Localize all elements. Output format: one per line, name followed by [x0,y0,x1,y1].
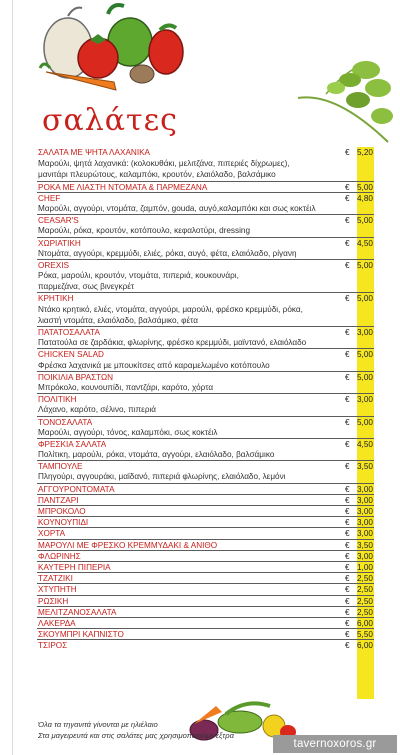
menu-item [37,561,374,572]
menu-item-name: ΠΟΛΙΤΙΚΗ [38,395,77,405]
menu-item-name: ΤΖΑΤΖΙΚΙ [38,574,73,584]
menu-item [37,416,374,427]
menu-item [37,606,374,617]
menu-item-name: ΦΛΩΡΙΝΗΣ [38,551,81,561]
currency-symbol: € [345,551,350,561]
footer-line-frying: Όλα τα τηγανιτά γίνονται με ηλιέλαιο [38,720,158,729]
menu-item [37,292,374,303]
description-text: παρμεζάνα, σως βινεγκρέτ [38,282,135,292]
menu-item-name: ΜΠΡΟΚΟΛΟ [38,507,86,516]
description-text: Μαρούλι, ρόκα, κρουτόν, κοτόπουλο, κεφαλοτύρι, dressing [38,226,251,236]
menu-item-name: ΚΡΗΤΙΚΗ [38,294,74,304]
menu-item [37,326,374,337]
menu-item-name: ΡΩΣΙΚΗ [38,596,69,606]
currency-symbol: € [345,574,350,584]
currency-symbol: € [345,294,350,304]
menu-item-name: ΛΑΚΕΡΔΑ [38,618,76,628]
menu-item [37,617,374,628]
description-text: Μαρούλι, ψητά λαχανικά: (κολοκυθάκι, μελιτζάνα, πιπεριές δίχρωμες), [38,159,290,169]
currency-symbol: € [345,328,350,337]
menu-item-price: 3,00 [357,507,373,516]
menu-item-name: ΜΕΛΙΤΖΑΝΟΣΑΛΑΤΑ [38,607,117,617]
currency-symbol: € [345,495,350,505]
menu-item-price: 3,00 [357,484,373,494]
menu-item-price: 5,00 [357,350,373,360]
currency-symbol: € [345,562,350,572]
menu-item-name: CEASAR'S [38,216,79,226]
menu-item-name: ΠΟΙΚΙΛΙΑ ΒΡΑΣΤΩΝ [38,372,114,382]
description-text: Ντομάτα, αγγούρι, κρεμμύδι, ελιές, ρόκα, αυγό, φέτα, ελαιόλαδο, ρίγανη [38,248,297,258]
menu-item [37,494,374,505]
page-title: σαλάτες [42,103,178,138]
menu-item-price: 1,00 [357,562,373,572]
menu-item [37,214,374,225]
menu-item-description [37,337,374,348]
menu-item-name: ΚΟΥΝΟΥΠΙΔΙ [38,518,89,528]
menu-item [37,583,374,594]
menu-item-description [37,169,374,180]
menu-item-name: ΧΤΥΠΗΤΗ [38,585,77,595]
menu-item-name: ΚΑΥΤΕΡΗ ΠΙΠΕΡΙΑ [38,562,111,572]
currency-symbol: € [345,529,350,539]
menu-item [37,505,374,516]
menu-item-description [37,449,374,460]
description-text: Λάχανο, καρότο, σέλινο, πιπεριά [38,405,157,415]
description-text: μανιτάρι πλευρώτους, καλαμπόκι, κρουτόν, ελαιόλαδο, βαλσάμικο [38,170,276,180]
menu-item-name: ΦΡΕΣΚΙΑ ΣΑΛΑΤΑ [38,439,107,449]
currency-symbol: € [345,417,350,427]
menu-item-description [37,360,374,371]
menu-item-name: CHEF [38,193,61,203]
menu-item-name: ΜΑΡΟΥΛΙ ΜΕ ΦΡΕΣΚΟ ΚΡΕΜΜΥΔΑΚΙ & ΑΝΙΘΟ [38,540,218,550]
menu-item [37,460,374,471]
menu-item-price: 4,50 [357,439,373,449]
menu-item-description [37,270,374,281]
menu-item-price: 3,00 [357,395,373,405]
currency-symbol: € [345,618,350,628]
menu-item [37,595,374,606]
herb-sprig-illustration [296,58,396,148]
menu-item-price: 5,00 [357,372,373,382]
currency-symbol: € [345,630,350,640]
currency-symbol: € [345,372,350,382]
description-text: λιαστή ντομάτα, ελαιόλαδο, βαλσάμικο, φέτα [38,315,198,325]
menu-item-price: 3,50 [357,462,373,472]
menu-item [37,483,374,494]
description-text: Μπρόκολο, κουνουπίδι, παντζάρι, καρότο, χόρτα [38,382,214,392]
menu-item-price: 2,50 [357,585,373,595]
menu-item-name: ΠΑΤΑΤΟΣΑΛΑΤΑ [38,328,100,337]
menu-item [37,639,374,650]
footer-note [38,719,308,741]
menu-item [37,438,374,449]
menu-item-price: 3,00 [357,551,373,561]
menu-item-description [37,471,374,482]
description-text: Πολίτικη, μαρούλι, ρόκα, ντομάτα, αγγούρι, ελαιόλαδο, βαλσάμικο [38,450,275,460]
menu-item-price: 3,00 [357,529,373,539]
footer-line-olive-oil: Στα μαγειρευτά και στις σαλάτες μας χρησιμοποιούμε έξτρα [38,731,234,740]
menu-item [37,572,374,583]
menu-item-name: ΤΟΝΟΣΑΛΑΤΑ [38,417,93,427]
currency-symbol: € [345,260,350,270]
currency-symbol: € [345,216,350,226]
menu-item-name: ΣΑΛΑΤΑ ΜΕ ΨΗΤΑ ΛΑΧΑΝΙΚΑ [38,148,151,157]
description-text: Ντάκο κρητικό, ελιές, ντομάτα, αγγούρι, μαρούλι, φρέσκο κρεμμύδι, ρόκα, [38,304,303,314]
description-text: Πληγούρι, αγγουράκι, μαϊδανό, πιπεριά φλωρίνης, ελαιόλαδο, λεμόνι [38,472,286,482]
menu-item-price: 3,50 [357,540,373,550]
menu-item [37,259,374,270]
menu-item-description [37,203,374,214]
currency-symbol: € [345,641,350,651]
currency-symbol: € [345,238,350,248]
menu-item [37,628,374,639]
menu-item [37,147,374,158]
menu-item-price: 3,00 [357,495,373,505]
currency-symbol: € [345,585,350,595]
page-edge-line [12,0,13,755]
menu-item-price: 4,50 [357,238,373,248]
currency-symbol: € [345,462,350,472]
menu-item [37,192,374,203]
currency-symbol: € [345,607,350,617]
menu-item [37,393,374,404]
menu-item-price: 5,20 [357,148,373,157]
menu-item [37,237,374,248]
currency-symbol: € [345,439,350,449]
menu-item-description [37,225,374,236]
menu-item [37,527,374,538]
menu-item-price: 6,00 [357,618,373,628]
menu-item-price: 2,50 [357,596,373,606]
menu-item-description [37,304,374,315]
menu-item-price: 5,50 [357,630,373,640]
menu-item-name: ΧΟΡΤΑ [38,529,66,539]
menu-item-price: 2,50 [357,607,373,617]
menu-item-price: 3,00 [357,518,373,528]
menu-item-price: 5,00 [357,260,373,270]
menu-item-description [37,404,374,415]
menu-item-price: 5,00 [357,417,373,427]
menu-item-description [37,315,374,326]
description-text: Μαρούλι, αγγούρι, τόνος, καλαμπόκι, σως κοκτέιλ [38,427,218,437]
menu-item-price: 5,00 [357,182,373,192]
menu-item-price: 3,00 [357,328,373,337]
menu-item-price: 2,50 [357,574,373,584]
menu-list [37,147,374,650]
menu-item [37,181,374,192]
menu-item-description [37,382,374,393]
menu-item [37,550,374,561]
currency-symbol: € [345,507,350,516]
menu-item-description [37,281,374,292]
currency-symbol: € [345,148,350,157]
description-text: Ρόκα, μαρούλι, κρουτόν, ντομάτα, πιπεριά, κουκουνάρι, [38,271,239,281]
menu-item [37,516,374,527]
menu-item-name: OREXIS [38,260,69,270]
currency-symbol: € [345,484,350,494]
description-text: Πατατούλα σε ζαρδάκια, φλωρίνης, φρέσκο κρεμμύδι, μαϊντανό, ελαιόλαδο [38,338,307,348]
menu-item [37,371,374,382]
currency-symbol: € [345,395,350,405]
description-text: Φρέσκα λαχανικά με μπουκίτσες από καραμελωμένο κοτόπουλο [38,360,270,370]
menu-item-price: 5,00 [357,216,373,226]
menu-item [37,348,374,359]
site-watermark: tavernoxoros.gr [273,735,397,753]
currency-symbol: € [345,350,350,360]
menu-item-name: ΡΟΚΑ ΜΕ ΛΙΑΣΤΗ ΝΤΟΜΑΤΑ & ΠΑΡΜΕΖΑΝΑ [38,182,208,192]
currency-symbol: € [345,518,350,528]
currency-symbol: € [345,596,350,606]
menu-item-description [37,158,374,169]
menu-item-name: ΤΑΜΠΟΥΛΕ [38,462,83,472]
menu-item-name: ΠΑΝΤΖΑΡΙ [38,495,79,505]
menu-item-price: 5,00 [357,294,373,304]
menu-item-price: 6,00 [357,641,373,651]
menu-item-name: ΤΣΙΡΟΣ [38,641,68,651]
menu-item-price: 4,80 [357,193,373,203]
menu-item-name: ΑΓΓΟΥΡΟΝΤΟΜΑΤΑ [38,484,115,494]
menu-item-description [37,427,374,438]
menu-item-name: CHICKEN SALAD [38,350,104,360]
currency-symbol: € [345,182,350,192]
vegetables-illustration [38,2,198,94]
menu-item-name: ΧΩΡΙΑΤΙΚΗ [38,238,81,248]
currency-symbol: € [345,193,350,203]
description-text: Μαρούλι, αγγούρι, ντομάτα, ζαμπόν, gouda, αυγό,καλαμπόκι και σως κοκτέιλ [38,203,316,213]
currency-symbol: € [345,540,350,550]
menu-item-description [37,248,374,259]
menu-item-name: ΣΚΟΥΜΠΡΙ ΚΑΠΝΙΣΤΟ [38,630,124,640]
menu-item [37,539,374,550]
